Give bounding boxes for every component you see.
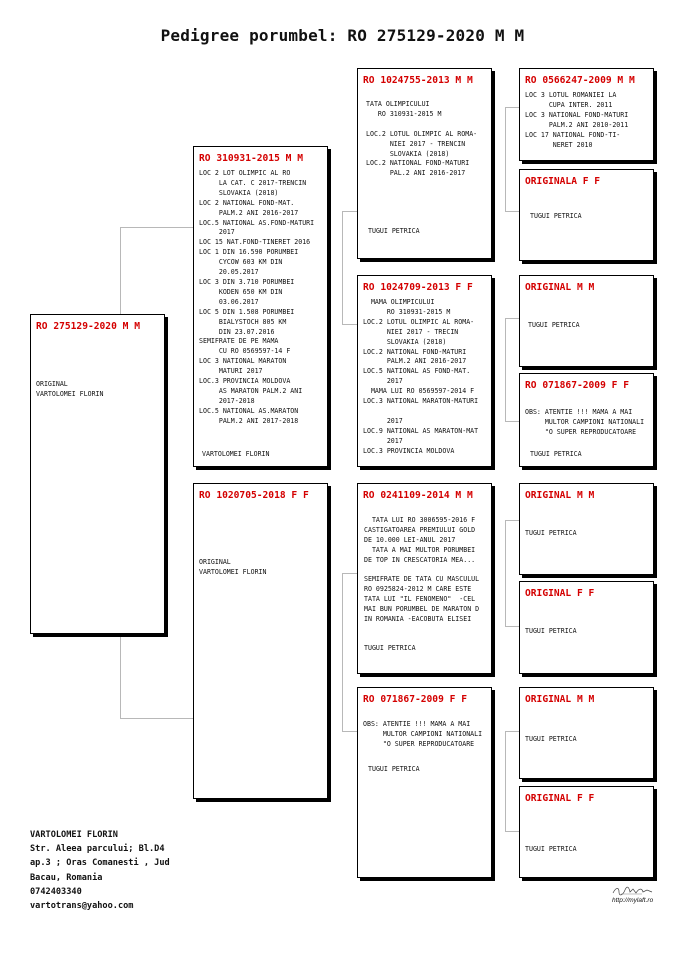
connector-line <box>505 318 519 319</box>
connector-line <box>505 731 519 732</box>
ggp4-notes: OBS: ATENTIE !!! MAMA A MAI MULTOR CAMPIONI NATIONALI "O SUPER REPRODUCATOARE <box>525 408 645 436</box>
owner-info <box>30 828 170 913</box>
ggp6-ring: ORIGINAL F F <box>525 588 595 599</box>
owner-address-line-1: Str. Aleea parcului; Bl.D4 <box>30 844 165 855</box>
subject-card <box>30 314 165 634</box>
dam-card <box>193 483 328 799</box>
dam-ring: RO 1020705-2018 F F <box>199 490 309 501</box>
ggp8-breeder: TUGUI PETRICA <box>525 845 577 853</box>
dam-sire-breeder: TUGUI PETRICA <box>364 644 416 652</box>
connector-line <box>342 573 343 731</box>
connector-line <box>505 421 519 422</box>
sire-dam-card <box>357 275 492 467</box>
ggp5-card <box>519 483 654 575</box>
owner-name: VARTOLOMEI FLORIN <box>30 830 118 840</box>
connector-line <box>505 211 519 212</box>
owner-address-line-3: Bacau, Romania <box>30 872 103 883</box>
ggp2-card <box>519 169 654 261</box>
owner-address-line-2: ap.3 ; Oras Comanesti , Jud <box>30 858 170 869</box>
sire-dam-ring: RO 1024709-2013 F F <box>363 282 473 293</box>
connector-line <box>505 626 519 627</box>
connector-line <box>505 107 519 108</box>
ggp7-card <box>519 687 654 779</box>
connector-line <box>342 211 343 324</box>
dam-sire-card <box>357 483 492 674</box>
ggp8-ring: ORIGINAL F F <box>525 793 595 804</box>
connector-line <box>505 520 506 626</box>
sire-sire-breeder: TUGUI PETRICA <box>368 227 420 235</box>
ggp3-breeder: TUGUI PETRICA <box>528 321 580 329</box>
ggp6-breeder: TUGUI PETRICA <box>525 627 577 635</box>
connector-line <box>505 520 519 521</box>
owner-phone: 0742403340 <box>30 886 82 897</box>
sire-ring: RO 310931-2015 M M <box>199 153 303 164</box>
connector-line <box>505 731 506 831</box>
ggp4-breeder: TUGUI PETRICA <box>530 450 582 458</box>
dam-notes: ORIGINAL VARTOLOMEI FLORIN <box>199 558 267 576</box>
sire-notes: LOC 2 LOT OLIMPIC AL RO LA CAT. C 2017-TRENCIN SLOVAKIA (2018) LOC 2 NATIONAL FOND-MAT. PALM.2 ANI 2016-2017 LOC.5 NATIONAL AS.FOND-MATURI 2017 LOC 15 NAT.FOND-TINERET 2016 LOC 1 DIN 16.590 PORUMBEI CYCOW 603 KM DIN 20.05.2017 LOC 3 DIN 3.710 PORUMBEI KODEN 650 KM DIN 03.06.2017 LOC 5 DIN 1.508 PORUMBEI BIALYSTOCH 805 KM DIN 23.07.2016 SEMIFRATE DE PE MAMA CU RO 0569597-14 F LOC 3 NATIONAL MARATON MATURI 2017 LOC.3 PROVINCIA MOLDOVA AS MARATON PALM.2 ANI 2017-2018 LOC.5 NATIONAL AS.MARATON PALM.2 ANI 2017-2018 <box>199 169 315 425</box>
ggp8-card <box>519 786 654 878</box>
ggp1-notes: LOC 3 LOTUL ROMANIEI LA CUPA INTER. 2011 LOC 3 NATIONAL FOND-MATURI PALM.2 ANI 2010-2011 LOC 17 NATIONAL FOND-TI- NERET 2010 <box>525 91 629 149</box>
subject-ring: RO 275129-2020 M M <box>36 321 140 332</box>
connector-line <box>342 573 357 574</box>
connector-line <box>342 731 357 732</box>
connector-line <box>505 107 506 211</box>
page-title: Pedigree porumbel: RO 275129-2020 M M <box>160 26 525 45</box>
sire-breeder: VARTOLOMEI FLORIN <box>202 450 270 458</box>
ggp3-card <box>519 275 654 367</box>
dam-dam-ring: RO 071867-2009 F F <box>363 694 467 705</box>
connector-line <box>505 831 519 832</box>
ggp5-ring: ORIGINAL M M <box>525 490 595 501</box>
signature-logo <box>612 885 654 897</box>
connector-line <box>342 324 357 325</box>
dam-sire-notes: TATA LUI RO 3006595-2016 F CASTIGATOAREA PREMIULUI GOLD DE 10.000 LEI-ANUL 2017 TATA A MAI MULTOR PORUMBEI DE TOP IN CRESCATORIA MEA... SEMIFRATE DE TATA CU MASCULUL RO 0925824-2012 M CARE ESTE TATA LUI "IL FENOMENO" -CEL MAI BUN PORUMBEL DE MARATON D IN ROMANIA -EACOBUTA ELISEI <box>364 516 480 624</box>
owner-email: vartotrans@yahoo.com <box>30 901 134 912</box>
ggp5-breeder: TUGUI PETRICA <box>525 529 577 537</box>
sire-sire-card <box>357 68 492 259</box>
ggp2-ring: ORIGINALA F F <box>525 176 601 187</box>
connector-line <box>505 318 506 421</box>
sire-sire-ring: RO 1024755-2013 M M <box>363 75 473 86</box>
ggp4-card <box>519 373 654 467</box>
dam-sire-ring: RO 0241109-2014 M M <box>363 490 473 501</box>
sire-card <box>193 146 328 467</box>
ggp1-card <box>519 68 654 161</box>
ggp6-card <box>519 581 654 674</box>
ggp2-breeder: TUGUI PETRICA <box>530 212 582 220</box>
sire-sire-notes: TATA OLIMPICULUI RO 310931-2015 M LOC.2 LOTUL OLIMPIC AL ROMA- NIEI 2017 - TRENCIN SLOVAKIA (2018) LOC.2 NATIONAL FOND-MATURI PAL.2 ANI 2016-2017 <box>366 100 478 178</box>
ggp7-ring: ORIGINAL M M <box>525 694 595 705</box>
dam-dam-card <box>357 687 492 878</box>
connector-line <box>120 718 193 719</box>
subject-notes: ORIGINAL VARTOLOMEI FLORIN <box>36 380 104 398</box>
connector-line <box>120 227 193 228</box>
connector-line <box>342 211 357 212</box>
ggp3-ring: ORIGINAL M M <box>525 282 595 293</box>
footer-site-link[interactable]: http://mylaft.ro <box>612 897 654 904</box>
dam-dam-breeder: TUGUI PETRICA <box>368 765 420 773</box>
ggp4-ring: RO 071867-2009 F F <box>525 380 629 391</box>
dam-dam-notes: OBS: ATENTIE !!! MAMA A MAI MULTOR CAMPIONI NATIONALI "O SUPER REPRODUCATOARE <box>363 720 483 748</box>
ggp1-ring: RO 0566247-2009 M M <box>525 75 635 86</box>
sire-dam-notes: MAMA OLIMPICULUI RO 310931-2015 M LOC.2 LOTUL OLIMPIC AL ROMA- NIEI 2017 - TRECIN SLOVAKIA (2018) LOC.2 NATIONAL FOND-MATURI PALM.2 ANI 2016-2017 LOC.5 NATIONAL AS FOND-MAT. 2017 MAMA LUI RO 0569597-2014 F LOC.3 NATIONAL MARATON-MATURI 2017 LOC.9 NATIONAL AS MARATON-MAT 2017 LOC.3 PROVINCIA MOLDOVA <box>363 298 479 455</box>
ggp7-breeder: TUGUI PETRICA <box>525 735 577 743</box>
